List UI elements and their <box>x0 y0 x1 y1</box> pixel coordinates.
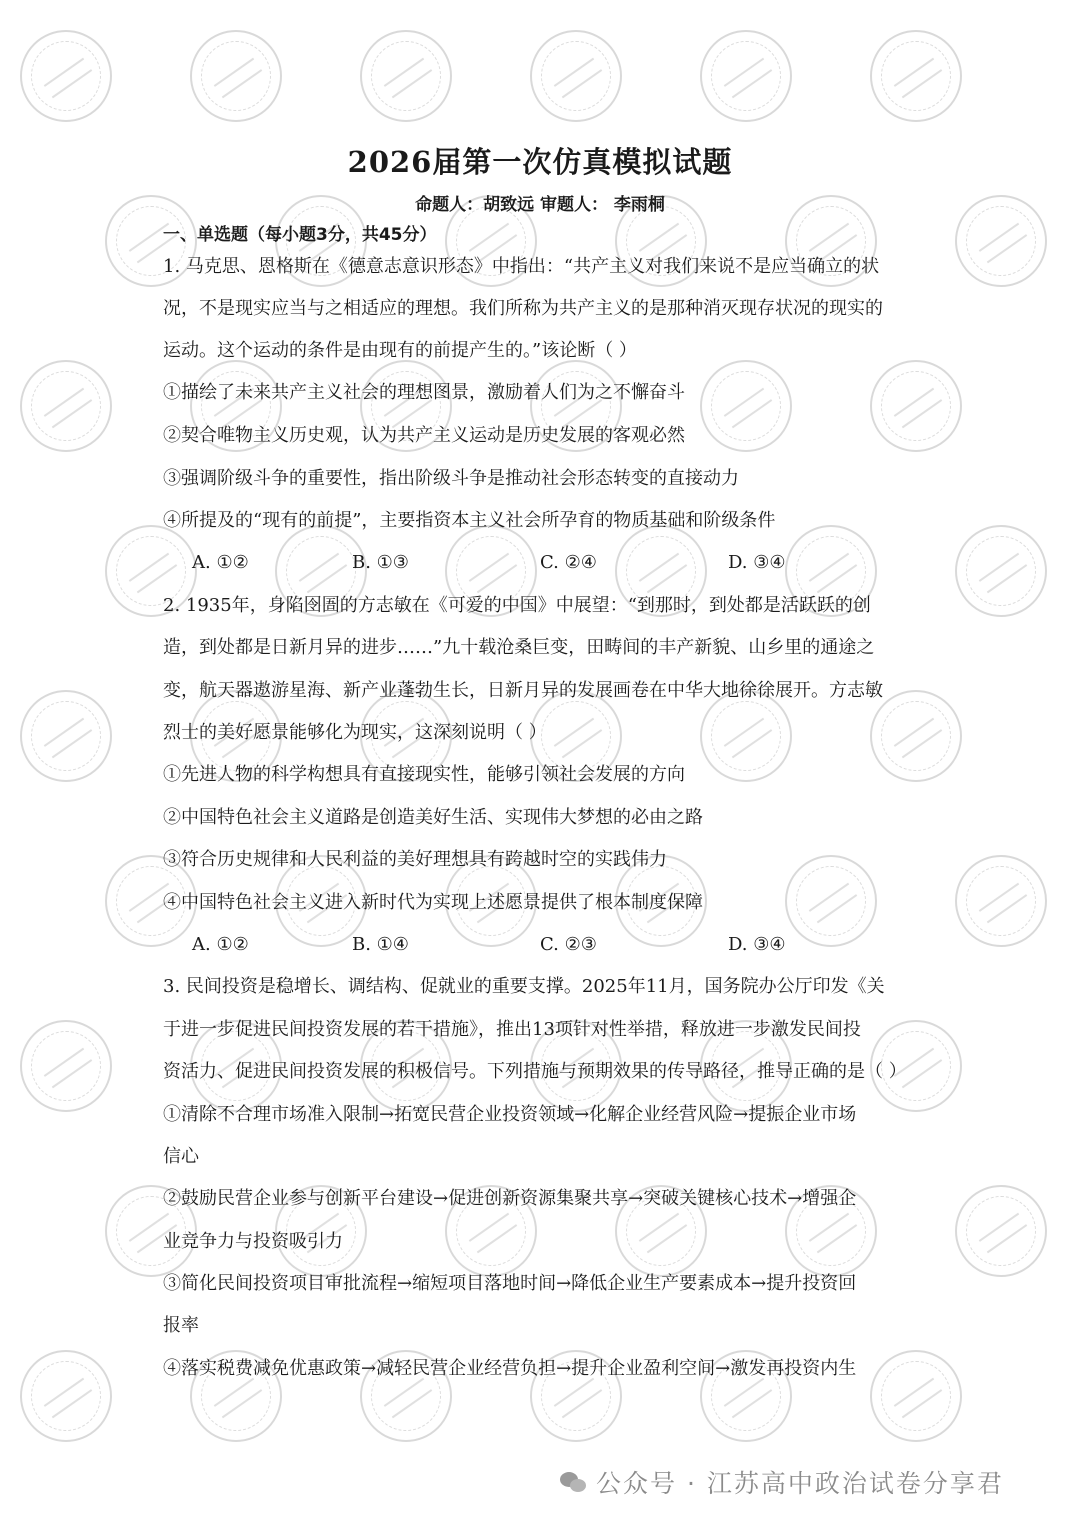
author-line: 命题人：胡致远 审题人： 李雨桐 <box>415 195 665 215</box>
watermark-seal <box>870 1350 962 1442</box>
question-3-statement-2: ②鼓励民营企业参与创新平台建设→促进创新资源集聚共享→突破关键核心技术→增强企 <box>163 1188 857 1209</box>
watermark-seal <box>785 855 877 947</box>
question-1-stem-line-2: 况，不是现实应当与之相适应的理想。我们所称为共产主义的是那种消灭现存状况的现实的 <box>163 298 883 319</box>
question-1-statement-2: ②契合唯物主义历史观，认为共产主义运动是历史发展的客观必然 <box>163 425 685 446</box>
question-2-stem-line-3: 变，航天器遨游星海、新产业蓬勃生长，日新月异的发展画卷在中华大地徐徐展开。方志敏 <box>163 680 883 701</box>
question-2-statement-2: ②中国特色社会主义道路是创造美好生活、实现伟大梦想的必由之路 <box>163 807 703 828</box>
watermark-seal <box>20 690 112 782</box>
question-2-stem-line-2: 造，到处都是日新月异的进步……”九十载沧桑巨变，田畴间的丰产新貌、山乡里的通途之 <box>163 637 875 658</box>
question-2-statement-4: ④中国特色社会主义进入新时代为实现上述愿景提供了根本制度保障 <box>163 892 703 913</box>
question-3-stem-line-3: 资活力、促进民间投资发展的积极信号。下列措施与预期效果的传导路径，推导正确的是（ ） <box>163 1061 907 1082</box>
question-1-option-b: B. ①③ <box>352 552 409 573</box>
footer-watermark <box>560 1462 1004 1502</box>
watermark-seal <box>955 525 1047 617</box>
question-1-option-d: D. ③④ <box>728 552 786 573</box>
watermark-seal <box>20 30 112 122</box>
question-2-option-b: B. ①④ <box>352 934 409 955</box>
footer-text: 公众号 · 江苏高中政治试卷分享君 <box>596 1469 1004 1498</box>
watermark-seal <box>870 690 962 782</box>
watermark-seal <box>870 30 962 122</box>
watermark-seal <box>530 30 622 122</box>
watermark-seal <box>955 1185 1047 1277</box>
question-1-stem-line-1: 1. 马克思、恩格斯在《德意志意识形态》中指出：“共产主义对我们来说不是应当确立的状 <box>163 256 880 277</box>
question-1-statement-3: ③强调阶级斗争的重要性，指出阶级斗争是推动社会形态转变的直接动力 <box>163 468 739 489</box>
question-3-statement-3-cont: 报率 <box>163 1315 199 1336</box>
question-2-statement-3: ③符合历史规律和人民利益的美好理想具有跨越时空的实践伟力 <box>163 849 667 870</box>
watermark-seal <box>870 360 962 452</box>
question-1-stem-line-3: 运动。这个运动的条件是由现有的前提产生的。”该论断（ ） <box>163 340 637 361</box>
question-3-statement-4: ④落实税费减免优惠政策→减轻民营企业经营负担→提升企业盈利空间→激发再投资内生 <box>163 1358 857 1379</box>
watermark-seal <box>955 855 1047 947</box>
wechat-icon <box>560 1470 588 1494</box>
watermark-seal <box>20 1350 112 1442</box>
watermark-seal <box>20 360 112 452</box>
watermark-seal <box>700 360 792 452</box>
question-1-statement-1: ①描绘了未来共产主义社会的理想图景，激励着人们为之不懈奋斗 <box>163 382 685 403</box>
question-3-stem-line-1: 3. 民间投资是稳增长、调结构、促就业的重要支撑。2025年11月，国务院办公厅印发《关 <box>163 976 885 997</box>
question-1-statement-4: ④所提及的“现有的前提”，主要指资本主义社会所孕育的物质基础和阶级条件 <box>163 510 776 531</box>
question-3-statement-1-cont: 信心 <box>163 1146 199 1167</box>
question-2-option-c: C. ②③ <box>540 934 597 955</box>
page-title: 2026届第一次仿真模拟试题 <box>347 145 733 179</box>
question-2-statement-1: ①先进人物的科学构想具有直接现实性，能够引领社会发展的方向 <box>163 764 685 785</box>
watermark-seal <box>20 1020 112 1112</box>
question-2-option-d: D. ③④ <box>728 934 786 955</box>
question-3-stem-line-2: 于进一步促进民间投资发展的若干措施》，推出13项针对性举措，释放进一步激发民间投 <box>163 1019 861 1040</box>
question-3-statement-3: ③简化民间投资项目审批流程→缩短项目落地时间→降低企业生产要素成本→提升投资回 <box>163 1273 857 1294</box>
question-1-option-a: A. ①② <box>192 552 249 573</box>
watermark-seal <box>190 30 282 122</box>
question-3-statement-2-cont: 业竞争力与投资吸引力 <box>163 1231 343 1252</box>
question-2-stem-line-1: 2. 1935年，身陷囹圄的方志敏在《可爱的中国》中展望：“到那时，到处都是活跃跃的创 <box>163 595 871 616</box>
watermark-seal <box>360 30 452 122</box>
section-heading: 一、单选题（每小题3分，共45分） <box>163 225 437 245</box>
question-3-statement-1: ①清除不合理市场准入限制→拓宽民营企业投资领域→化解企业经营风险→提振企业市场 <box>163 1104 857 1125</box>
question-2-stem-line-4: 烈士的美好愿景能够化为现实，这深刻说明（ ） <box>163 722 547 743</box>
question-1-option-c: C. ②④ <box>540 552 597 573</box>
question-2-option-a: A. ①② <box>192 934 249 955</box>
watermark-seal <box>700 30 792 122</box>
